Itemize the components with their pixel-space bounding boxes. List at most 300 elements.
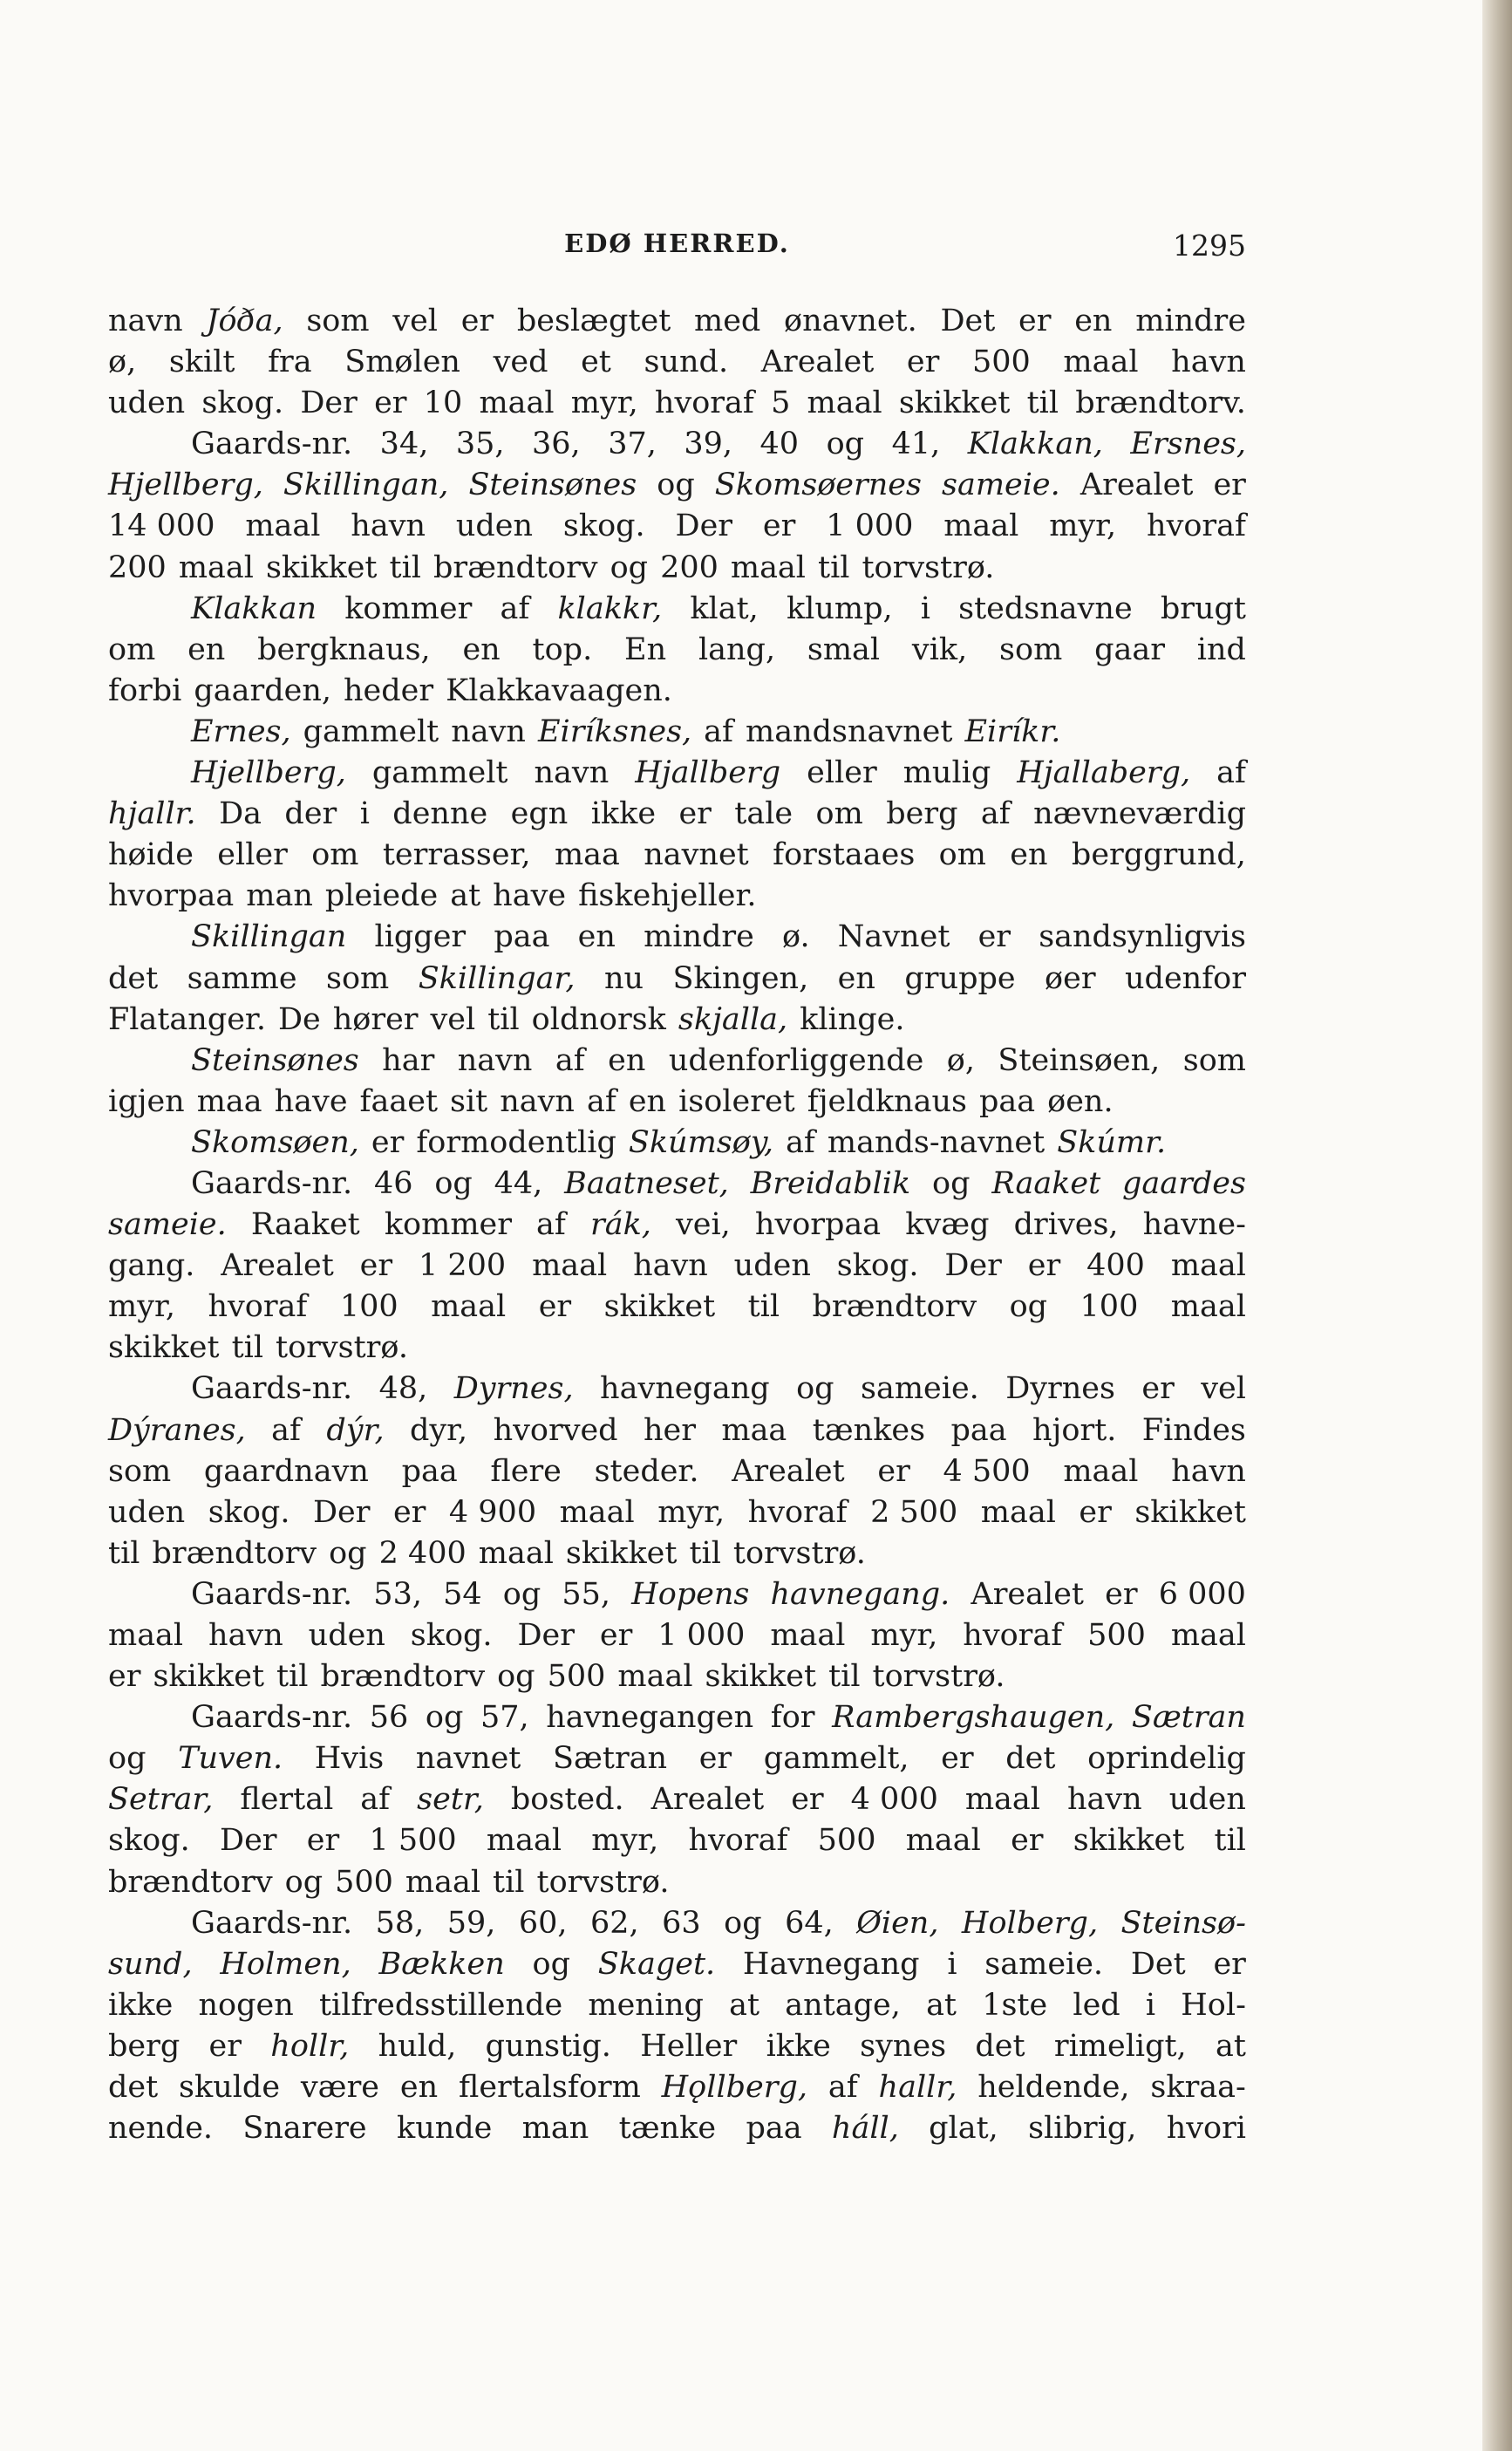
- word: 56: [369, 1700, 409, 1736]
- word: af: [704, 713, 733, 749]
- text-line: [108, 1205, 1246, 1246]
- text-line: [108, 342, 1246, 383]
- word: samme: [187, 960, 297, 996]
- word: Arealet: [971, 1576, 1084, 1612]
- word: myr,: [870, 1618, 938, 1653]
- text-line: [108, 1410, 1246, 1451]
- word: hvorpaa: [754, 1207, 882, 1243]
- word: Havnegang: [742, 1946, 920, 1982]
- word: maal: [1170, 1248, 1246, 1284]
- word: Hvis: [314, 1741, 385, 1777]
- word: maal: [405, 1864, 481, 1900]
- word: 48,: [378, 1371, 428, 1407]
- word: ikke: [766, 2028, 831, 2064]
- word: havne-: [1142, 1207, 1246, 1243]
- word: maa: [554, 837, 620, 873]
- word: maal: [980, 1494, 1056, 1530]
- word: som: [326, 960, 390, 996]
- word: mindre: [1135, 304, 1246, 338]
- text-line: [108, 424, 1246, 465]
- word: er: [371, 1124, 405, 1160]
- text-line: [108, 1697, 1246, 1738]
- word: en: [837, 960, 875, 996]
- word: skikket: [603, 1289, 716, 1325]
- word: 500: [335, 1864, 393, 1900]
- word: af: [555, 1042, 585, 1078]
- word: sund.: [644, 345, 729, 380]
- word: 1ste: [982, 1987, 1048, 2023]
- word: af: [786, 1124, 815, 1160]
- word: sameie.: [984, 1946, 1104, 1982]
- word: Ernes,: [191, 713, 291, 749]
- word: skikket: [1073, 1823, 1185, 1859]
- word: Skillingan: [191, 919, 347, 955]
- word: Bækken: [378, 1946, 505, 1982]
- word: Baatneset,: [564, 1165, 729, 1201]
- word: antage,: [785, 1987, 901, 2023]
- word: Navnet: [837, 919, 950, 955]
- word: af: [271, 1412, 301, 1448]
- word: som: [108, 1453, 172, 1489]
- word: eller: [217, 837, 288, 873]
- word: steder.: [594, 1453, 699, 1489]
- word: 14 000: [108, 509, 215, 544]
- word: sameie.: [108, 1207, 227, 1243]
- word: maal: [807, 386, 882, 421]
- text-line: [108, 1328, 1246, 1369]
- word: er: [1011, 1823, 1044, 1859]
- text-line: [108, 1656, 1246, 1697]
- word: er: [392, 1494, 426, 1530]
- word: havnegang.: [770, 1576, 950, 1612]
- word: for: [770, 1700, 815, 1736]
- word: gammelt,: [763, 1741, 909, 1777]
- word: er: [678, 796, 712, 832]
- word: ved: [493, 345, 548, 380]
- text-line: [108, 1041, 1246, 1082]
- word: hvoraf: [747, 1494, 848, 1530]
- word: stedsnavne: [958, 591, 1133, 626]
- word: huld,: [378, 2028, 457, 2064]
- word: der: [284, 796, 337, 832]
- word: skog.: [410, 1618, 493, 1653]
- word: ikke: [590, 796, 657, 832]
- word: og: [610, 550, 649, 585]
- word: er: [1141, 1371, 1175, 1407]
- word: Det: [1130, 1946, 1186, 1982]
- word: 34,: [379, 427, 429, 462]
- word: hvori: [1166, 2111, 1246, 2147]
- word: uden: [1168, 1782, 1246, 1818]
- word: ø,: [108, 345, 137, 380]
- word: 53,: [373, 1576, 422, 1612]
- word: om: [938, 837, 986, 873]
- word: hører: [332, 1001, 419, 1037]
- word: til: [231, 1330, 264, 1366]
- word: er: [977, 919, 1011, 955]
- word: Arealet: [732, 1453, 845, 1489]
- word: heldende,: [977, 2070, 1130, 2106]
- text-line: [108, 548, 1246, 589]
- word: er: [1079, 1494, 1112, 1530]
- word: brændtorv: [152, 1535, 317, 1571]
- word: gunstig.: [485, 2028, 611, 2064]
- word: Findes: [1141, 1412, 1246, 1448]
- word: havn: [351, 509, 426, 544]
- word: havn: [1171, 345, 1246, 380]
- word: Der: [944, 1248, 1002, 1284]
- word: hjallr.: [108, 796, 196, 832]
- word: 100: [1080, 1289, 1139, 1325]
- word: 39,: [684, 427, 733, 462]
- word: maal: [617, 1659, 693, 1695]
- text-line: [108, 1533, 1246, 1574]
- word: bergknaus,: [257, 632, 431, 667]
- word: udenforliggende: [668, 1042, 924, 1078]
- word: skraa-: [1150, 2070, 1246, 2106]
- text-line: [108, 1492, 1246, 1533]
- word: ligger: [374, 919, 467, 955]
- word: og: [796, 1371, 834, 1407]
- word: maal: [770, 1618, 846, 1653]
- word: sandsynligvis: [1039, 919, 1246, 955]
- word: tilfredsstillende: [318, 1987, 563, 2023]
- word: Der: [220, 1823, 277, 1859]
- word: Gaards-nr.: [191, 1371, 353, 1407]
- word: 4 000: [850, 1782, 938, 1818]
- word: torvstrø.: [862, 550, 995, 585]
- word: havn: [1066, 1782, 1142, 1818]
- word: 57,: [480, 1700, 529, 1736]
- word: led: [1073, 1987, 1120, 2023]
- word: Eiríkr.: [964, 713, 1061, 749]
- text-line: [108, 1451, 1246, 1492]
- text-line: [108, 1738, 1246, 1779]
- word: berggrund,: [1071, 837, 1246, 873]
- text-line: [108, 1944, 1246, 1985]
- word: 40: [759, 427, 800, 462]
- word: Skomsøernes: [714, 468, 922, 503]
- word: top.: [532, 632, 593, 667]
- word: 44,: [494, 1165, 543, 1201]
- word: Klakkan,: [967, 427, 1103, 462]
- word: til: [487, 1001, 520, 1037]
- word: af: [828, 2070, 858, 2106]
- word: har: [382, 1042, 435, 1078]
- word: øer: [1045, 960, 1096, 996]
- word: hvoraf: [1147, 509, 1246, 544]
- word: skikket: [1134, 1494, 1246, 1530]
- word: Gaards-nr.: [191, 427, 353, 462]
- word: og: [657, 468, 695, 503]
- word: er: [906, 345, 940, 380]
- word: Arealet: [760, 345, 875, 380]
- word: brændtorv.: [1075, 386, 1246, 421]
- word: Der: [312, 1494, 371, 1530]
- word: havn: [633, 1248, 708, 1284]
- word: Sætran: [553, 1741, 668, 1777]
- word: maal: [730, 550, 806, 585]
- word: 500: [971, 345, 1031, 380]
- word: dýr,: [326, 1412, 385, 1448]
- word: Skaget.: [597, 1946, 716, 1982]
- word: uden: [108, 386, 186, 421]
- word: er: [599, 1618, 633, 1653]
- word: vik,: [911, 632, 968, 667]
- word: paa: [950, 1412, 1007, 1448]
- word: brugt: [1160, 591, 1246, 626]
- word: maal: [532, 1248, 608, 1284]
- word: en: [1074, 304, 1113, 338]
- word: til: [389, 550, 421, 585]
- word: en: [187, 632, 226, 667]
- word: maal: [245, 509, 321, 544]
- text-line: [108, 630, 1246, 671]
- word: navn: [500, 1083, 575, 1119]
- word: Dýranes,: [108, 1412, 246, 1448]
- word: i: [947, 1946, 957, 1982]
- word: klakkr,: [557, 591, 663, 626]
- word: mindre: [644, 919, 754, 955]
- word: Hopens: [631, 1576, 750, 1612]
- word: Der: [517, 1618, 575, 1653]
- word: uden: [108, 1494, 186, 1530]
- word: til: [828, 1659, 861, 1695]
- word: det: [1005, 1741, 1056, 1777]
- word: gaardes: [1122, 1165, 1246, 1201]
- word: gammelt: [303, 713, 439, 749]
- word: er: [698, 1741, 732, 1777]
- word: vel: [430, 1001, 476, 1037]
- word: 500: [1087, 1618, 1146, 1653]
- text-line: [108, 712, 1246, 753]
- word: faaet: [359, 1083, 439, 1119]
- text-line: [108, 2067, 1246, 2108]
- word: skulde: [179, 2070, 281, 2106]
- word: uden: [455, 509, 534, 544]
- word: som: [999, 632, 1063, 667]
- word: egn: [510, 796, 569, 832]
- word: Steinsø-: [1120, 1905, 1246, 1941]
- word: en: [462, 632, 501, 667]
- word: 400: [1086, 1248, 1145, 1284]
- word: fiskehjeller.: [578, 878, 757, 914]
- text-line: [108, 1574, 1246, 1615]
- word: er: [1018, 304, 1052, 338]
- word: denne: [392, 796, 488, 832]
- word: af: [586, 1083, 616, 1119]
- word: nu: [603, 960, 644, 996]
- word: flere: [490, 1453, 562, 1489]
- word: 1 500: [369, 1823, 457, 1859]
- word: i: [359, 796, 370, 832]
- word: navn: [457, 1042, 533, 1078]
- word: Skúmsøy,: [628, 1124, 774, 1160]
- word: og: [532, 1946, 571, 1982]
- word: er: [1213, 1946, 1246, 1982]
- word: 100: [339, 1289, 398, 1325]
- word: havnegang: [600, 1371, 770, 1407]
- word: 10: [423, 386, 463, 421]
- word: myr,: [108, 1289, 175, 1325]
- word: 6 000: [1158, 1576, 1246, 1612]
- word: maal: [1170, 1289, 1246, 1325]
- word: maal: [478, 1535, 554, 1571]
- text-line: [108, 301, 1246, 342]
- word: Steinsøen,: [998, 1042, 1161, 1078]
- word: er: [359, 1248, 393, 1284]
- word: er: [460, 304, 494, 338]
- word: torvstrø.: [276, 1330, 408, 1366]
- word: ønavnet.: [784, 304, 917, 338]
- word: skilt: [168, 345, 235, 380]
- word: i: [920, 591, 930, 626]
- word: 63: [662, 1905, 701, 1941]
- word: gaardnavn: [203, 1453, 369, 1489]
- word: forbi: [108, 672, 182, 708]
- word: eller: [807, 755, 877, 791]
- word: maal: [1063, 1453, 1139, 1489]
- word: 500: [547, 1659, 606, 1695]
- word: og: [329, 1535, 367, 1571]
- word: torvstrø.: [872, 1659, 1005, 1695]
- word: det: [108, 960, 159, 996]
- word: 62,: [590, 1905, 639, 1941]
- word: 500: [817, 1823, 876, 1859]
- word: skikket: [898, 386, 1011, 421]
- word: en: [608, 1042, 646, 1078]
- word: Steinsønes: [191, 1042, 359, 1078]
- word: maal: [108, 1618, 184, 1653]
- word: skikket: [153, 1659, 265, 1695]
- word: i: [1145, 1987, 1156, 2023]
- word: kunde: [396, 2111, 493, 2147]
- word: terrasser,: [382, 837, 531, 873]
- word: Eiríksnes,: [537, 713, 692, 749]
- word: 1 000: [657, 1618, 746, 1653]
- word: myr,: [1049, 509, 1117, 544]
- word: brændtorv: [432, 550, 598, 585]
- word: hvorved: [493, 1412, 618, 1448]
- word: hvoraf: [963, 1618, 1063, 1653]
- word: maa: [721, 1412, 787, 1448]
- word: ind: [1196, 632, 1246, 667]
- word: rimeligt,: [1053, 2028, 1187, 2064]
- word: her: [643, 1412, 696, 1448]
- word: 2 400: [378, 1535, 467, 1571]
- word: paa: [746, 2111, 802, 2147]
- text-line: [108, 876, 1246, 917]
- word: Arealet: [1080, 468, 1194, 503]
- word: ø.: [782, 919, 810, 955]
- word: en: [399, 2070, 439, 2106]
- word: af: [1216, 755, 1246, 791]
- word: 41,: [891, 427, 941, 462]
- word: hvorpaa: [108, 878, 235, 914]
- word: torvstrø.: [536, 1864, 670, 1900]
- word: gang.: [108, 1248, 195, 1284]
- word: setr,: [417, 1782, 484, 1818]
- word: Klakkan: [191, 591, 317, 626]
- word: háll,: [831, 2111, 899, 2147]
- word: navn: [534, 755, 610, 791]
- word: tænkes: [812, 1412, 926, 1448]
- word: at: [926, 1987, 957, 2023]
- word: synes: [860, 2028, 947, 2064]
- word: gaarden,: [194, 672, 332, 708]
- word: have: [274, 1083, 348, 1119]
- word: havn: [1171, 1453, 1246, 1489]
- word: vel: [1201, 1371, 1246, 1407]
- word: til: [1214, 1823, 1246, 1859]
- word: Klakkavaagen.: [446, 672, 672, 708]
- word: med: [694, 304, 761, 338]
- word: nogen: [198, 1987, 294, 2023]
- word: 2 500: [870, 1494, 958, 1530]
- word: maal: [943, 509, 1019, 544]
- word: 54: [443, 1576, 482, 1612]
- text-line: [108, 1369, 1246, 1410]
- word: og: [284, 1864, 324, 1900]
- word: heder: [344, 672, 434, 708]
- word: oldnorsk: [531, 1001, 666, 1037]
- word: sund,: [108, 1946, 193, 1982]
- word: øen.: [1047, 1083, 1114, 1119]
- word: paa: [494, 919, 550, 955]
- text-line: [108, 1862, 1246, 1903]
- word: er: [791, 1782, 824, 1818]
- word: maal: [1170, 1618, 1246, 1653]
- word: og: [434, 1165, 473, 1201]
- word: til: [818, 550, 850, 585]
- word: Holmen,: [220, 1946, 351, 1982]
- word: kommer: [384, 1207, 512, 1243]
- text-line: [108, 383, 1246, 424]
- word: gaar: [1094, 632, 1165, 667]
- running-title: EDØ HERRED.: [564, 229, 790, 258]
- word: 200: [660, 550, 719, 585]
- word: skikket: [705, 1659, 817, 1695]
- word: maal: [479, 386, 555, 421]
- word: Gaards-nr.: [191, 1700, 353, 1736]
- word: klump,: [786, 591, 893, 626]
- word: er: [306, 1823, 340, 1859]
- word: skikket: [108, 1330, 220, 1366]
- word: og: [108, 1741, 146, 1777]
- word: til: [1026, 386, 1059, 421]
- word: er: [108, 1659, 141, 1695]
- word: at: [1215, 2028, 1246, 2064]
- word: klat,: [690, 591, 759, 626]
- text-line: [108, 835, 1246, 876]
- word: ø,: [946, 1042, 975, 1078]
- word: 36,: [532, 427, 581, 462]
- word: er: [762, 509, 796, 544]
- word: Hjellberg,: [108, 468, 263, 503]
- word: som: [1182, 1042, 1246, 1078]
- word: 64,: [785, 1905, 834, 1941]
- word: kommer: [344, 591, 473, 626]
- word: maal: [1063, 345, 1139, 380]
- word: berg: [108, 2028, 180, 2064]
- word: slibrig,: [1028, 2111, 1137, 2147]
- word: er: [1213, 468, 1246, 503]
- word: og: [502, 1576, 541, 1612]
- word: et: [581, 345, 611, 380]
- word: paa: [401, 1453, 458, 1489]
- word: skog.: [201, 386, 284, 421]
- word: at: [450, 878, 481, 914]
